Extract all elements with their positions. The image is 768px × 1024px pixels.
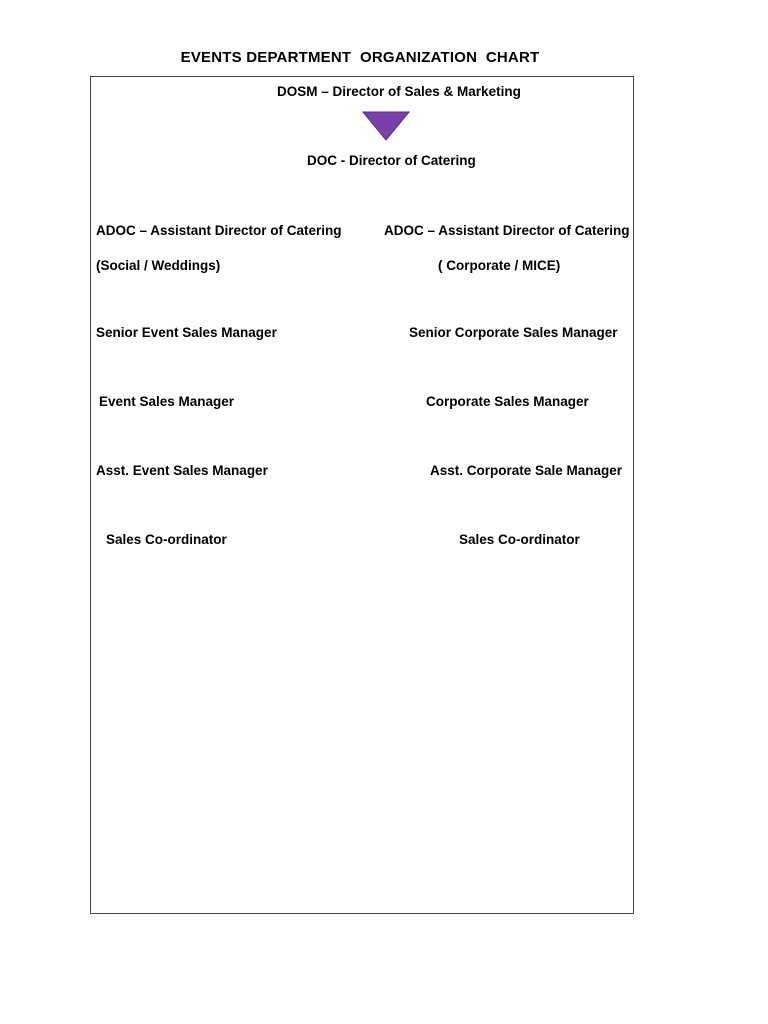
node-sales-coordinator-corporate: Sales Co-ordinator [459, 532, 580, 547]
chart-title: EVENTS DEPARTMENT ORGANIZATION CHART [180, 49, 540, 66]
chart-frame [90, 76, 634, 914]
node-doc: DOC - Director of Catering [307, 153, 476, 168]
node-adoc-corporate-scope: ( Corporate / MICE) [438, 258, 561, 273]
node-event-sales-manager: Event Sales Manager [99, 394, 235, 409]
node-dosm: DOSM – Director of Sales & Marketing [277, 84, 521, 99]
node-adoc-social: ADOC – Assistant Director of Catering [96, 223, 342, 238]
node-adoc-social-scope: (Social / Weddings) [96, 258, 221, 273]
node-senior-corporate-sales-manager: Senior Corporate Sales Manager [409, 325, 618, 340]
node-adoc-corporate: ADOC – Assistant Director of Catering [384, 223, 630, 238]
node-senior-event-sales-manager: Senior Event Sales Manager [96, 325, 277, 340]
down-triangle-icon [362, 111, 410, 141]
node-asst-event-sales-manager: Asst. Event Sales Manager [96, 463, 268, 478]
node-corporate-sales-manager: Corporate Sales Manager [426, 394, 589, 409]
node-asst-corporate-sale-manager: Asst. Corporate Sale Manager [430, 463, 623, 478]
node-sales-coordinator-events: Sales Co-ordinator [106, 532, 227, 547]
